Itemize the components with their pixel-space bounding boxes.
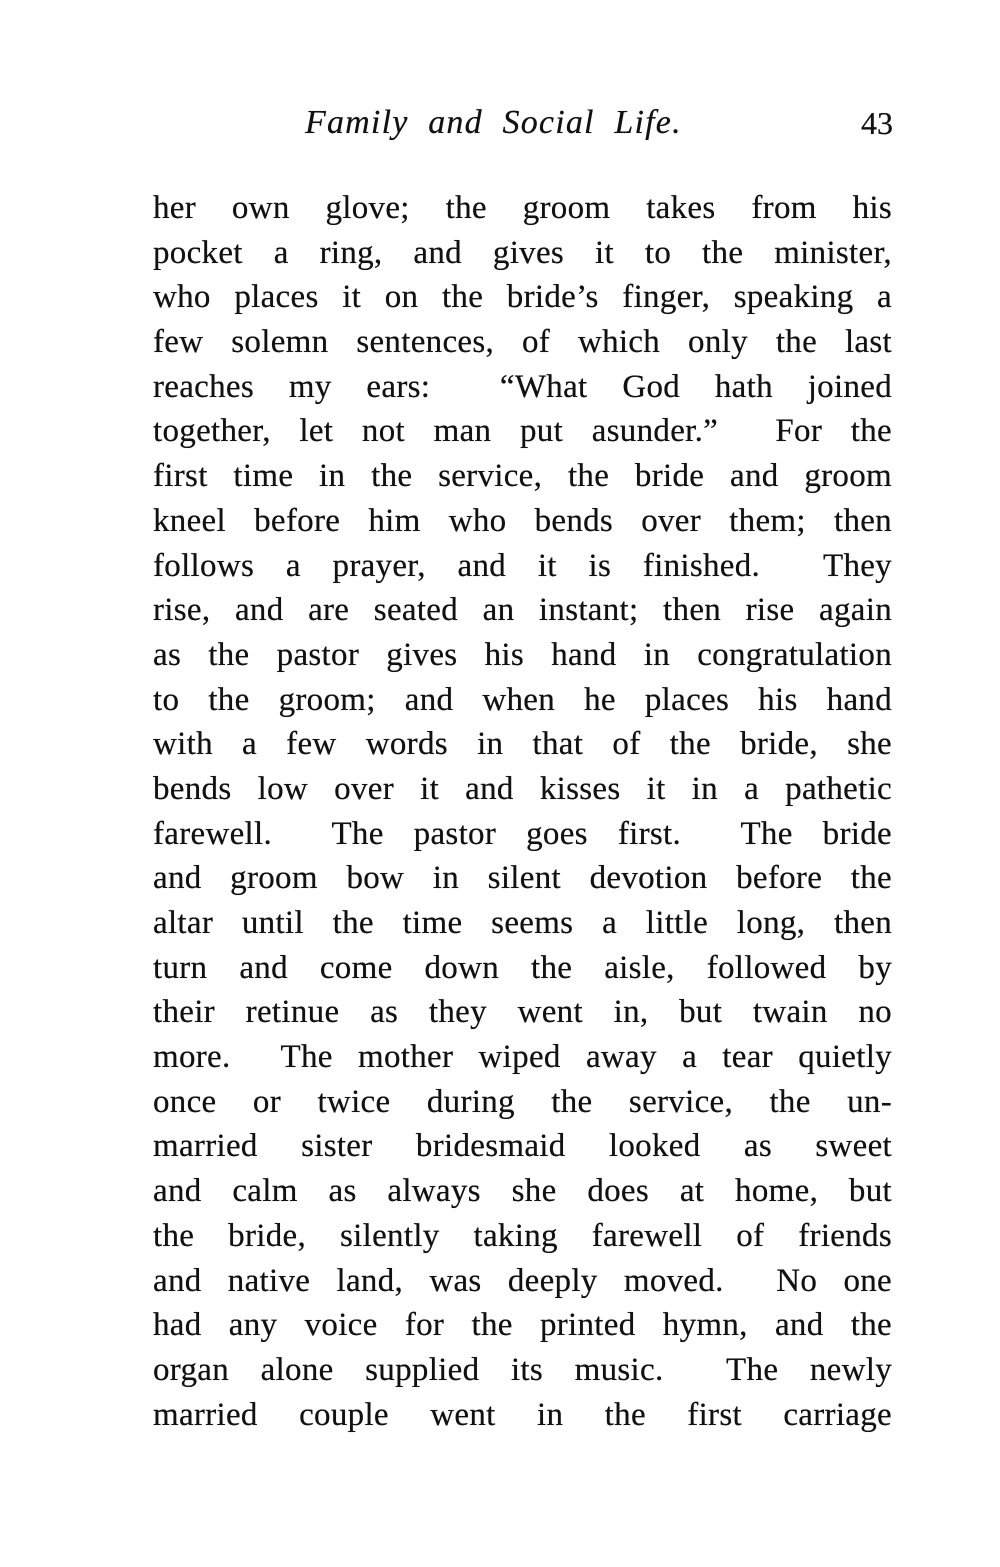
text-line: once or twice during the service, the un- — [153, 1083, 892, 1120]
text-line: rise, and are seated an instant; then rise again — [153, 592, 892, 629]
running-header-title: Family and Social Life. — [305, 104, 682, 141]
text-line: and native land, was deeply moved. No one — [153, 1262, 892, 1299]
text-line: kneel before him who bends over them; then — [153, 502, 892, 539]
text-line: follows a prayer, and it is finished. They — [153, 547, 892, 584]
text-line: to the groom; and when he places his hand — [153, 681, 892, 718]
text-line: the bride, silently taking farewell of friends — [153, 1217, 892, 1254]
text-line: married couple went in the first carriage — [153, 1396, 892, 1433]
text-line: few solemn sentences, of which only the last — [153, 324, 892, 361]
text-line: reaches my ears: “What God hath joined — [153, 368, 892, 405]
text-line: as the pastor gives his hand in congratulation — [153, 636, 892, 673]
text-line: married sister bridesmaid looked as sweet — [153, 1128, 892, 1165]
text-line: organ alone supplied its music. The newly — [153, 1351, 892, 1388]
text-line: and calm as always she does at home, but — [153, 1173, 892, 1210]
text-line: farewell. The pastor goes first. The bride — [153, 815, 892, 852]
text-line: her own glove; the groom takes from his — [153, 190, 892, 226]
text-line: more. The mother wiped away a tear quietly — [153, 1039, 892, 1076]
text-line: pocket a ring, and gives it to the minister, — [153, 234, 892, 271]
text-line: their retinue as they went in, but twain no — [153, 994, 892, 1031]
text-line: and groom bow in silent devotion before the — [153, 860, 892, 897]
page-number: 43 — [861, 105, 893, 141]
text-line: bends low over it and kisses it in a pathetic — [153, 770, 892, 807]
body-text — [153, 186, 892, 1437]
running-header — [153, 100, 893, 150]
text-line: first time in the service, the bride and groom — [153, 458, 892, 495]
text-line: with a few words in that of the bride, she — [153, 726, 892, 763]
text-line: had any voice for the printed hymn, and the — [153, 1307, 892, 1344]
text-line: who places it on the bride’s finger, speaking a — [153, 279, 892, 316]
text-line: altar until the time seems a little long, then — [153, 905, 892, 941]
text-line: together, let not man put asunder.” For the — [153, 413, 892, 450]
text-line: turn and come down the aisle, followed by — [153, 949, 892, 986]
